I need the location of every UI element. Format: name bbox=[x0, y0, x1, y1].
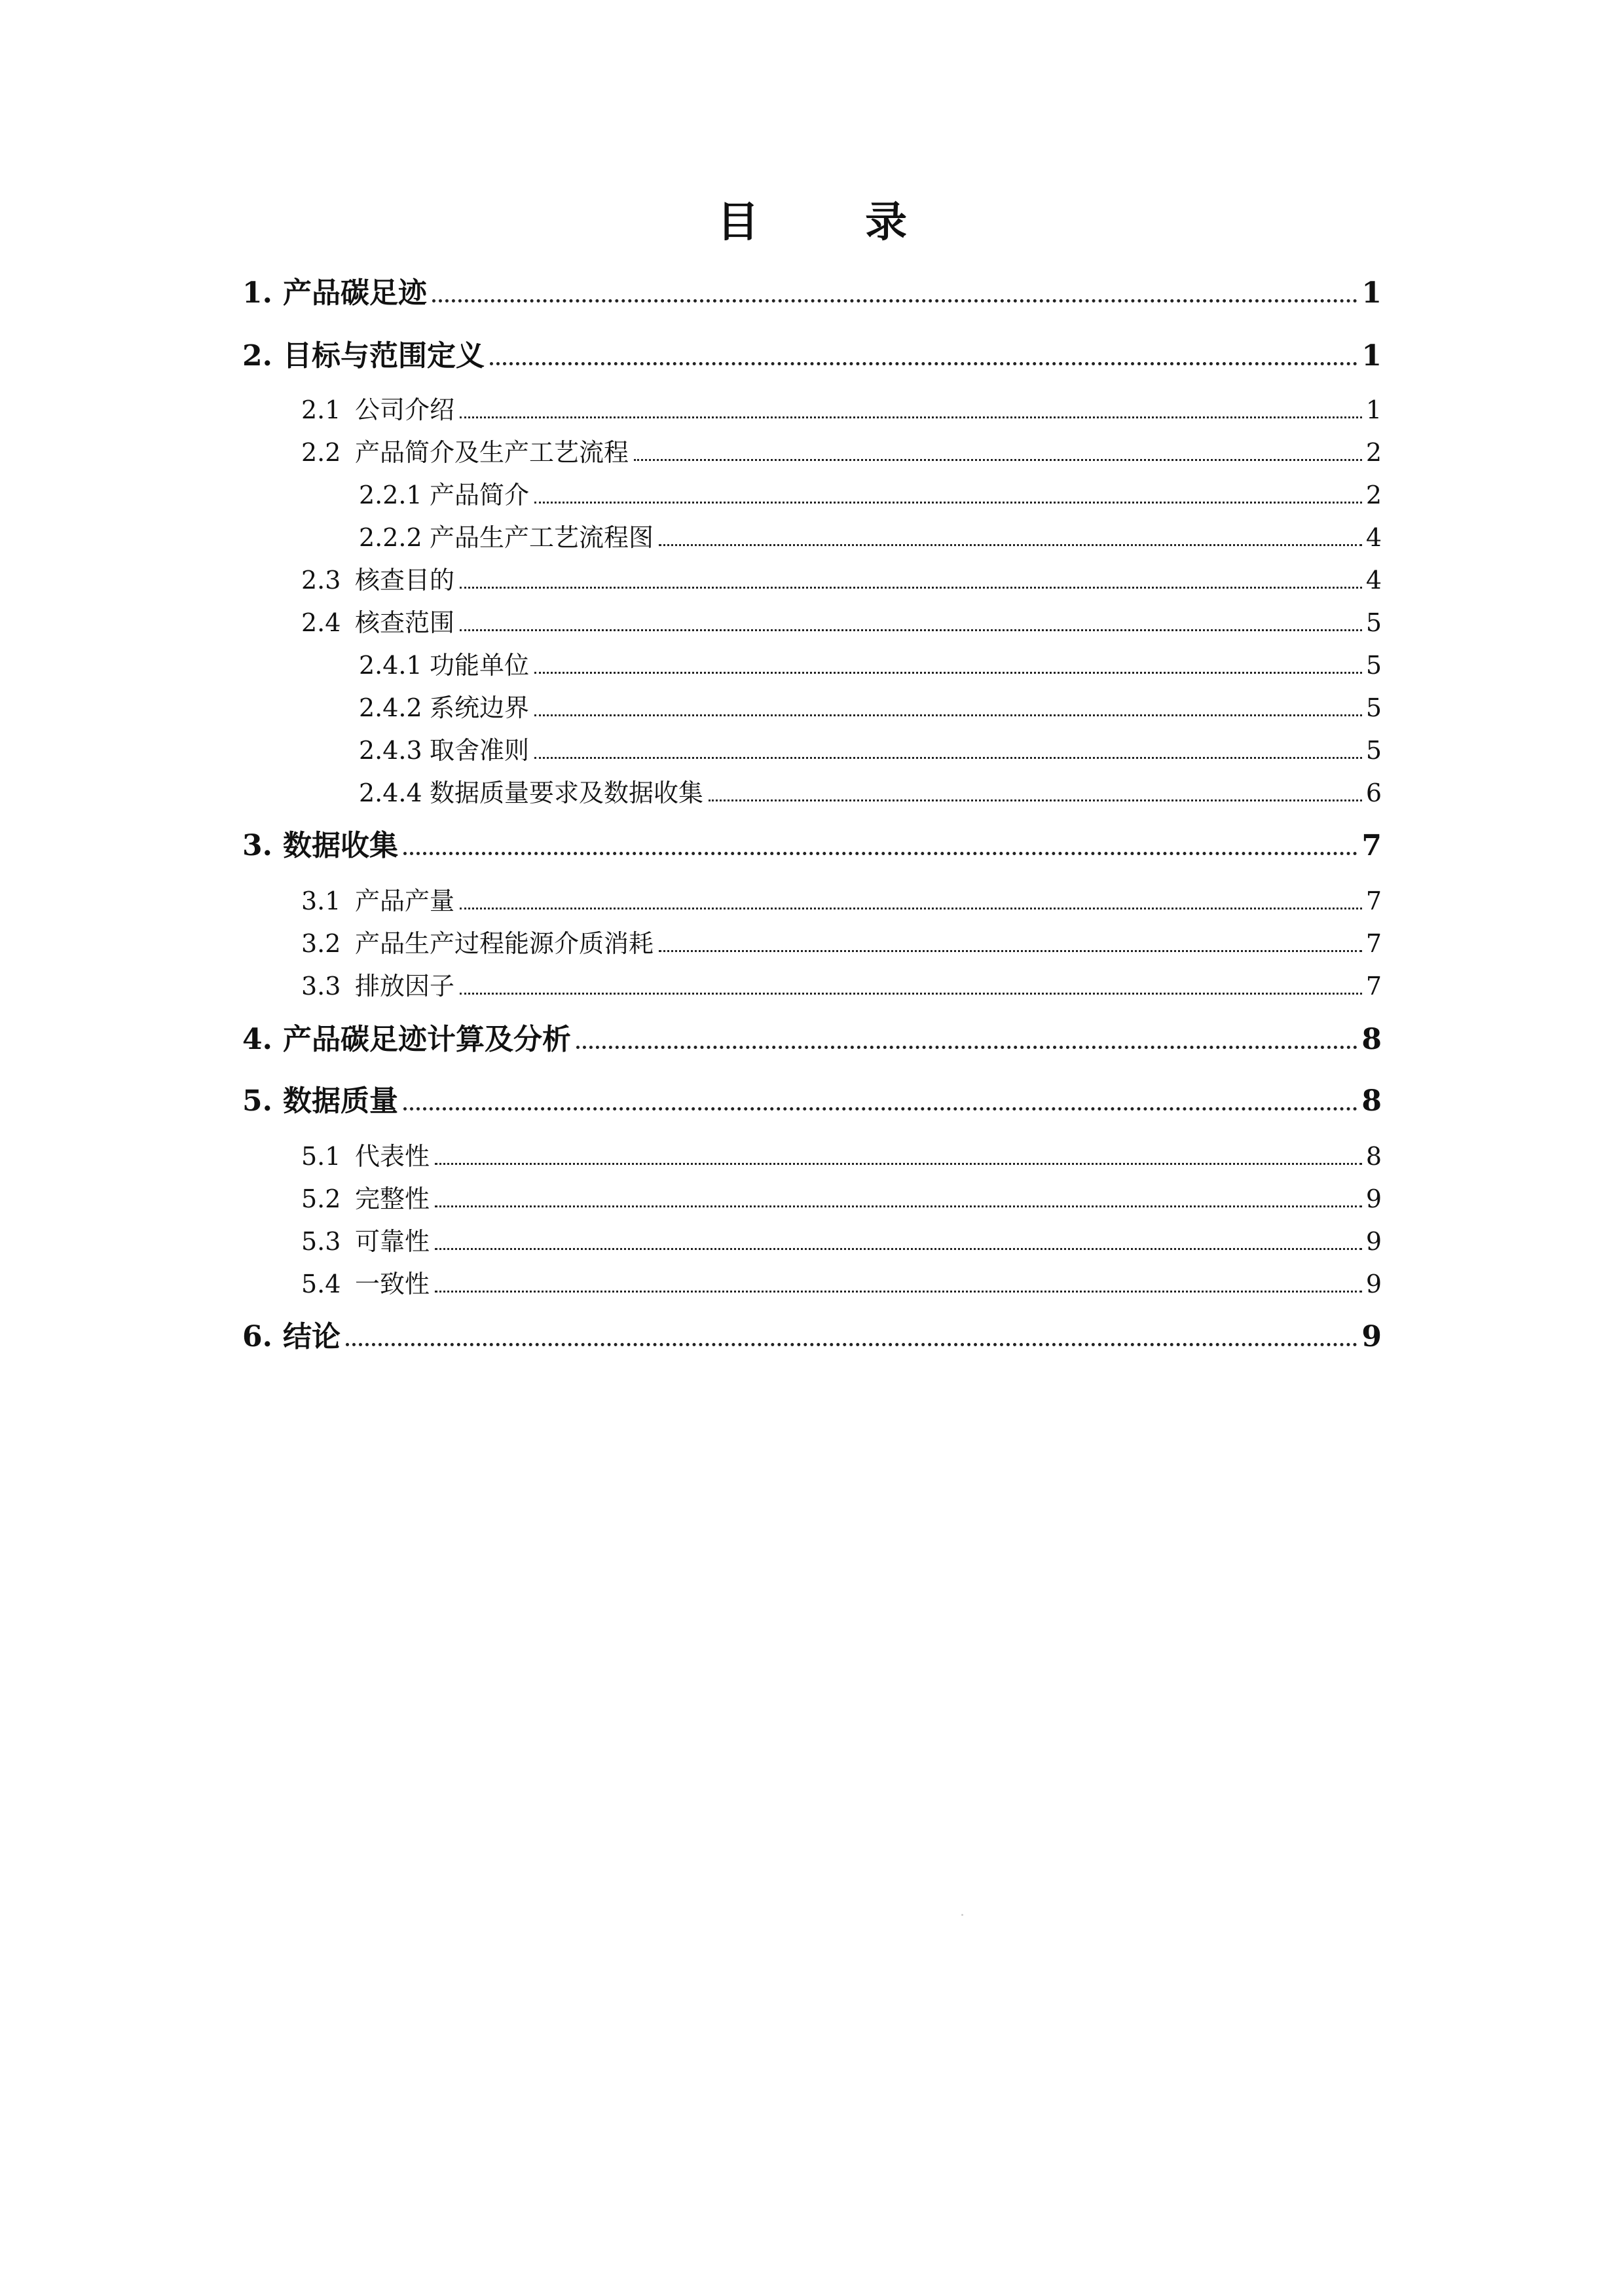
toc-entry-page: 9 bbox=[1361, 1320, 1382, 1353]
toc-entry-text: 完整性 bbox=[355, 1184, 430, 1213]
toc-entry-page: 8 bbox=[1361, 1084, 1382, 1118]
toc-entry-text: 结论 bbox=[283, 1320, 341, 1353]
toc-entry-text: 产品碳足迹计算及分析 bbox=[283, 1023, 571, 1056]
toc-entry-text: 代表性 bbox=[355, 1142, 430, 1171]
dot-leader bbox=[659, 544, 1362, 546]
toc-entry-page: 2 bbox=[1365, 481, 1382, 509]
dot-leader bbox=[403, 1107, 1357, 1111]
toc-entry-number: 2.4.3 bbox=[359, 736, 422, 765]
toc-entry-text: 产品简介 bbox=[430, 481, 530, 509]
toc-entry-number: 2.2.2 bbox=[359, 523, 422, 552]
toc-entry-text: 数据收集 bbox=[283, 829, 398, 862]
toc-entry-text: 取舍准则 bbox=[430, 736, 530, 765]
toc-entry-text: 目标与范围定义 bbox=[283, 339, 485, 373]
dot-leader bbox=[346, 1343, 1357, 1346]
dot-leader bbox=[460, 908, 1362, 909]
toc-entry-number: 6. bbox=[242, 1320, 272, 1353]
toc-entry-2-4-2[interactable] bbox=[359, 691, 1382, 725]
toc-entry-number: 2.2 bbox=[301, 438, 341, 467]
toc-entry-page: 4 bbox=[1365, 523, 1382, 552]
dot-leader bbox=[432, 299, 1357, 303]
toc-entry-text: 核查目的 bbox=[355, 566, 455, 595]
toc-entry-number: 3.3 bbox=[301, 972, 341, 1001]
toc-entry-number: 2.4.2 bbox=[359, 693, 422, 722]
dot-leader bbox=[460, 993, 1362, 995]
dot-leader bbox=[435, 1205, 1362, 1207]
toc-entry-number: 1. bbox=[242, 276, 272, 310]
dot-leader bbox=[634, 459, 1362, 461]
toc-entry-text: 产品生产过程能源介质消耗 bbox=[355, 929, 654, 958]
toc-entry-2-2[interactable] bbox=[301, 435, 1382, 469]
toc-entry-page: 7 bbox=[1365, 887, 1382, 915]
toc-entry-2-4[interactable] bbox=[301, 606, 1382, 640]
toc-entry-number: 5.2 bbox=[301, 1184, 341, 1213]
toc-entry-page: 1 bbox=[1361, 339, 1382, 373]
toc-entry-text: 可靠性 bbox=[355, 1227, 430, 1256]
dot-leader bbox=[534, 502, 1362, 504]
toc-entry-2-1[interactable] bbox=[301, 393, 1382, 427]
scan-speck bbox=[961, 1914, 963, 1916]
toc-entry-3-3[interactable] bbox=[301, 969, 1382, 1003]
toc-entry-number: 5.4 bbox=[301, 1270, 341, 1298]
toc-entry-2[interactable] bbox=[242, 337, 1382, 376]
toc-entry-page: 7 bbox=[1365, 929, 1382, 958]
toc-entry-5-1[interactable] bbox=[301, 1139, 1382, 1173]
toc-entry-text: 数据质量要求及数据收集 bbox=[430, 779, 704, 807]
toc-entry-text: 系统边界 bbox=[430, 693, 530, 722]
toc-entry-5-4[interactable] bbox=[301, 1267, 1382, 1301]
toc-entry-page: 5 bbox=[1365, 608, 1382, 637]
toc-entry-2-4-1[interactable] bbox=[359, 648, 1382, 682]
toc-entry-page: 7 bbox=[1361, 829, 1382, 862]
toc-entry-text: 产品碳足迹 bbox=[283, 276, 427, 310]
toc-entry-page: 4 bbox=[1365, 566, 1382, 595]
toc-entry-page: 7 bbox=[1365, 972, 1382, 1001]
toc-entry-3-1[interactable] bbox=[301, 884, 1382, 918]
page-title: 目 录 bbox=[716, 198, 953, 247]
toc-entry-page: 8 bbox=[1365, 1142, 1382, 1171]
dot-leader bbox=[435, 1248, 1362, 1250]
dot-leader bbox=[435, 1291, 1362, 1293]
toc-entry-2-2-2[interactable] bbox=[359, 521, 1382, 555]
toc-entry-page: 1 bbox=[1365, 395, 1382, 424]
dot-leader bbox=[659, 950, 1362, 952]
toc-entry-number: 5.1 bbox=[301, 1142, 341, 1171]
toc-entry-number: 5. bbox=[242, 1084, 272, 1118]
toc-entry-page: 5 bbox=[1365, 736, 1382, 765]
toc-entry-1[interactable] bbox=[242, 274, 1382, 313]
toc-entry-text: 核查范围 bbox=[355, 608, 455, 637]
toc-entry-6[interactable] bbox=[242, 1317, 1382, 1357]
toc-entry-text: 产品产量 bbox=[355, 887, 455, 915]
toc-entry-5-3[interactable] bbox=[301, 1224, 1382, 1258]
toc-entry-number: 2.3 bbox=[301, 566, 341, 595]
toc-entry-text: 排放因子 bbox=[355, 972, 455, 1001]
toc-entry-page: 2 bbox=[1365, 438, 1382, 467]
toc-entry-page: 8 bbox=[1361, 1023, 1382, 1056]
dot-leader bbox=[709, 799, 1362, 801]
toc-entry-2-2-1[interactable] bbox=[359, 478, 1382, 512]
dot-leader bbox=[534, 714, 1362, 716]
toc-entry-page: 9 bbox=[1365, 1184, 1382, 1213]
toc-entry-2-4-3[interactable] bbox=[359, 733, 1382, 767]
toc-entry-page: 5 bbox=[1365, 651, 1382, 680]
toc-entry-text: 功能单位 bbox=[430, 651, 530, 680]
toc-entry-number: 4. bbox=[242, 1023, 272, 1056]
toc-entry-number: 3. bbox=[242, 829, 272, 862]
dot-leader bbox=[403, 852, 1357, 855]
toc-entry-4[interactable] bbox=[242, 1020, 1382, 1059]
dot-leader bbox=[435, 1163, 1362, 1165]
toc-entry-2-3[interactable] bbox=[301, 563, 1382, 597]
dot-leader bbox=[490, 362, 1357, 365]
dot-leader bbox=[534, 672, 1362, 674]
toc-entry-text: 一致性 bbox=[355, 1270, 430, 1298]
toc-entry-number: 2.4.1 bbox=[359, 651, 422, 680]
toc-entry-number: 2.4.4 bbox=[359, 779, 422, 807]
dot-leader bbox=[534, 757, 1362, 759]
toc-entry-text: 产品简介及生产工艺流程 bbox=[355, 438, 629, 467]
toc-entry-number: 3.1 bbox=[301, 887, 341, 915]
toc-entry-page: 6 bbox=[1365, 779, 1382, 807]
toc-entry-number: 2. bbox=[242, 339, 272, 373]
toc-entry-text: 公司介绍 bbox=[355, 395, 455, 424]
toc-entry-5[interactable] bbox=[242, 1082, 1382, 1121]
toc-entry-2-4-4[interactable] bbox=[359, 776, 1382, 810]
toc-entry-text: 数据质量 bbox=[283, 1084, 398, 1118]
toc-entry-number: 2.1 bbox=[301, 395, 341, 424]
toc-entry-number: 5.3 bbox=[301, 1227, 341, 1256]
dot-leader bbox=[460, 416, 1362, 418]
toc-entry-page: 9 bbox=[1365, 1227, 1382, 1256]
toc-entry-5-2[interactable] bbox=[301, 1182, 1382, 1216]
dot-leader bbox=[460, 629, 1362, 631]
toc-entry-3-2[interactable] bbox=[301, 927, 1382, 961]
toc-entry-3[interactable] bbox=[242, 826, 1382, 866]
toc-entry-page: 5 bbox=[1365, 693, 1382, 722]
toc-entry-page: 9 bbox=[1365, 1270, 1382, 1298]
toc-entry-page: 1 bbox=[1361, 276, 1382, 310]
toc-entry-number: 2.4 bbox=[301, 608, 341, 637]
toc-entry-number: 2.2.1 bbox=[359, 481, 422, 509]
dot-leader bbox=[460, 587, 1362, 589]
dot-leader bbox=[576, 1046, 1357, 1049]
toc-entry-text: 产品生产工艺流程图 bbox=[430, 523, 654, 552]
toc-entry-number: 3.2 bbox=[301, 929, 341, 958]
